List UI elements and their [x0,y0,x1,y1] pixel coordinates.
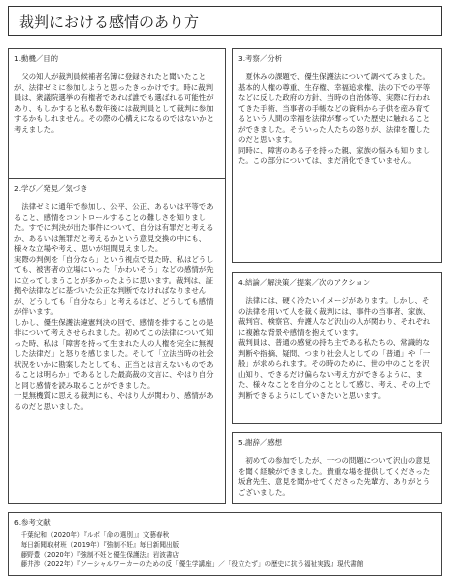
title-banner [8,6,442,36]
reference-item: 毎日新聞取材班（2019年）『強制不妊』毎日新聞出版 [20,540,180,549]
section-body: 夏休みの課題で、優生保護法について調べてみました。基本的人権の尊重、生存権、幸福追求権、法の下での平等などに反した政府の方針、当時の自治体等、実際に行われてきた手術、当事者の手帳などの資料から子供を産み育てるという人間の幸福を法律が奪っていた歴史に触れることができました。そういった人たちの怒りが、法律を覆したのだと思います。 同時に、障害のある子を持った親、家族の悩みも知りました。この部分については、まだ消化できていません。 [238,72,431,165]
section-heading: 4.結論／解決策／提案／次のアクション [238,278,371,287]
page-title: 裁判における感情のあり方 [19,12,200,31]
section-heading: 1.動機／目的 [14,54,59,63]
section-body: 父の知人が裁判員候補者名簿に登録されたと聞いたことが、法律ゼミに参加しようと思ったきっかけです。時に裁判員は、衆議院選挙の有権者であれば誰でも選ばれる可能性があり、もしかすると私も数年後には裁判員として裁判に参加するかもしれません。その際の心構えになるのではないかと考えました。 [14,72,214,134]
section-heading: 3.考察／分析 [238,54,283,63]
section-solution [232,272,442,424]
section-heading: 2.学び／発見／気づき [14,184,88,193]
section-body: 法律ゼミに通年で参加し、公平、公正、あるいは平等であること、感情をコントロールすることの難しさを知りました。すでに判決が出た事件について、自分は有罪だと考えるか、あるいは無罪だと考えるかという意見交換の中にも、様々な立場や考え、思いが垣間見えました。 実際の判例を「自分なら」という視点で見た時、私はどうしても、被害者の立場にいった「かわいそう」などの感情が先に立ってしまうことが多かったように思います。裁判は、証拠や法律などに基づいた公正な判断でなければなりませんが、どうしても「自分なら」と考えるほど、どうしても感情が伴います。 しかし、優生保護法違憲判決の回で、感情を排することの是非について考えさせられました。初めてこの法律について知った時、私は「障害を持って生まれた人の人権を完全に無視した法律だ」と怒りを感じました。そして「立法当時の社会状況をいかに勘案したとしても、正当とは言えないものであることは明らか」であるとした最高裁の文言に、やはり自分と同じ感情を読み取ることができました。 一見無機質に思える裁判にも、やはり人が関わり、感情があるのだと思いました。 [14,202,214,411]
reference-item: 藤野豊（2020年）『強制不妊と優生保護法』岩波書店 [20,550,180,559]
section-references [8,512,442,576]
section-body: 初めての参加でしたが、一つの問題について沢山の意見を聞く経験ができました。貴重な場を提供してくださった坂倉先生、意見を聞かせてくださった先輩方、ありがとうございました。 [238,456,431,497]
section-body: 法律には、硬く冷たいイメージがあります。しかし、その法律を用いて人を裁く裁判には、事件の当事者、家族、裁判官、検察官、弁護人など沢山の人が関わり、それぞれに複雑な背景や感情を抱えています。 裁判員は、普通の感覚の持ち主である私たちの、常識的な判断や指摘、疑問、つまり社会人としての「普通」や「一般」が求められます。その時のために、世の中のことを沢山知り、できるだけ偏らない考え方ができるように、また、様々なことを自分のこととして感じ、考え、その上で判断できるようにしていきたいと思います。 [238,296,431,400]
section-consideration [232,48,442,263]
section-heading: 5.謝辞／感想 [238,438,283,447]
reference-item: 藤井渉（2022年）『ソーシャルワーカーのための反「優生学講座」／「役立たず」の歴史に抗う福祉実践』現代書館 [20,560,364,569]
section-heading: 6.参考文献 [14,518,51,527]
section-learning [8,178,226,504]
section-motive [8,48,226,196]
reference-item: 千葉紀和（2020年）『ルポ「命の選別」』文藝春秋 [20,531,170,539]
section-thanks [232,432,442,504]
